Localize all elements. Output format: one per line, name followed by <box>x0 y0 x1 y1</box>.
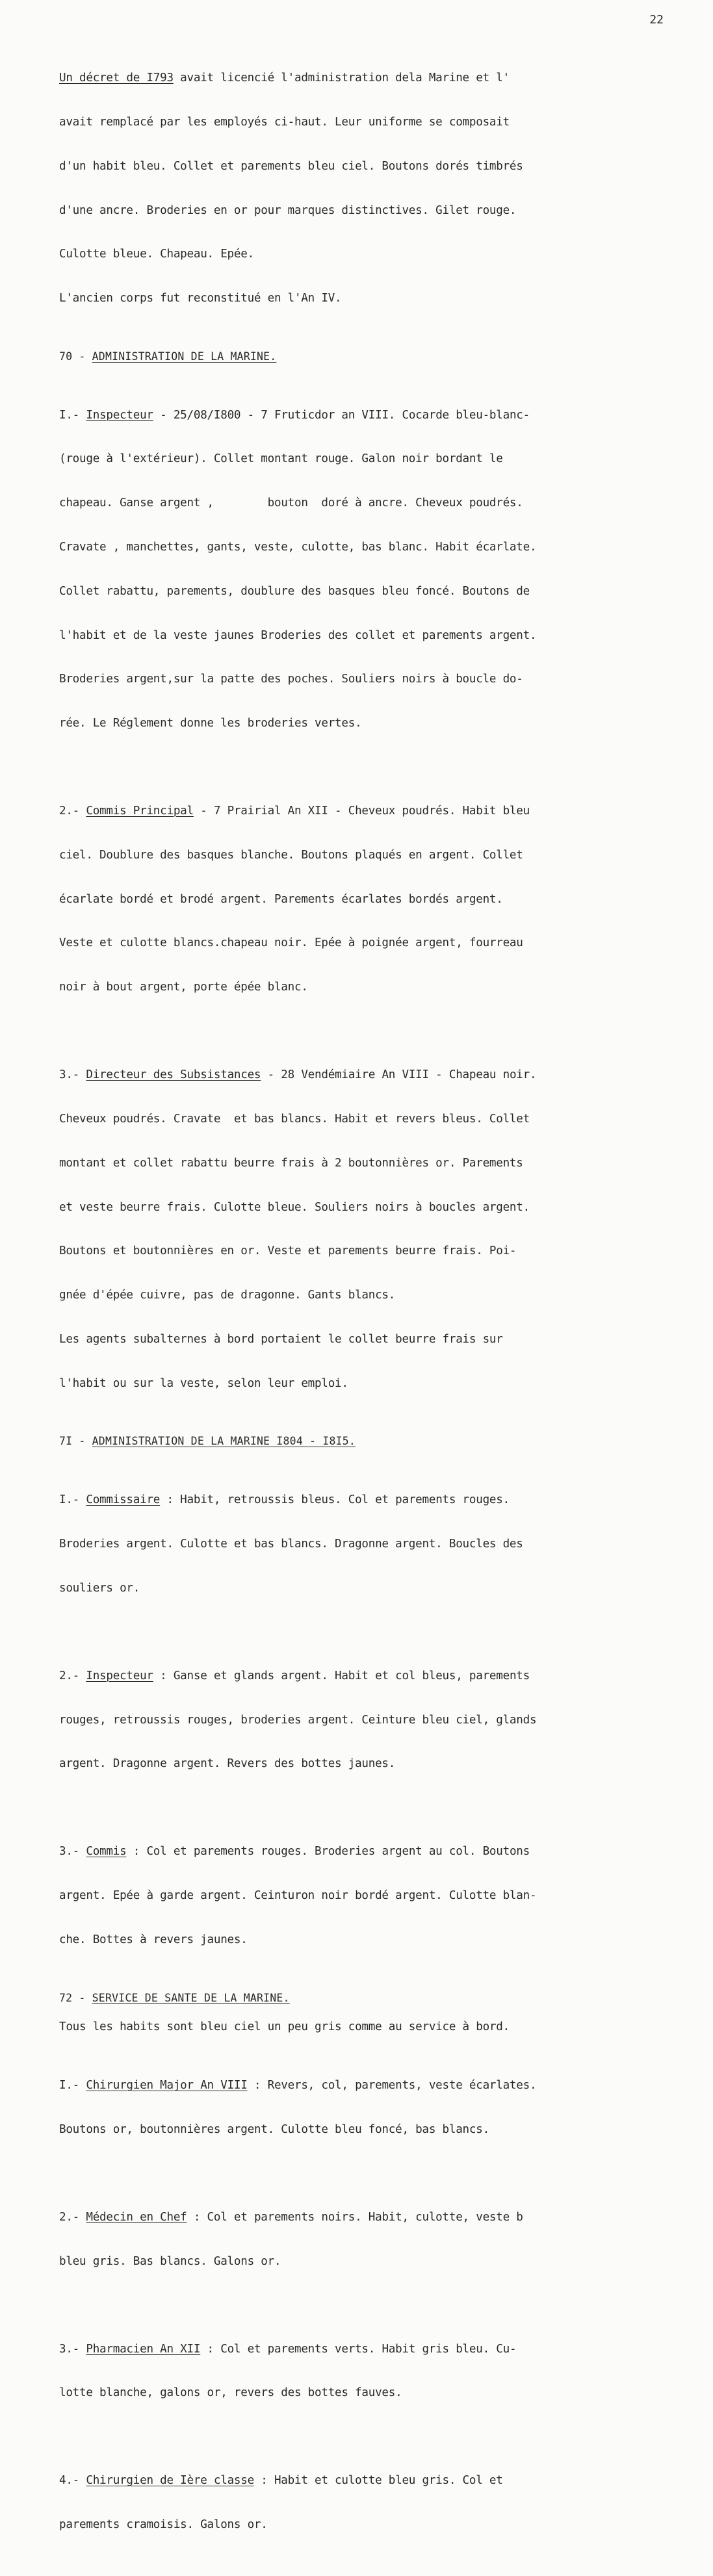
text-line: l'habit ou sur la veste, selon leur emploi. <box>59 1376 348 1390</box>
text-line: d'un habit bleu. Collet et parements bleu ciel. Boutons dorés timbrés <box>59 159 523 173</box>
text-line: che. Bottes à revers jaunes. <box>59 1933 248 1946</box>
document-body <box>59 42 703 2576</box>
entry-first-line: 4.- Chirurgien de Ière classe : Habit et culotte bleu gris. Col et <box>59 2474 503 2488</box>
entry-chirurgien-major <box>59 2049 703 2167</box>
text-line: Veste et culotte blancs.chapeau noir. Epée à poignée argent, fourreau <box>59 936 523 950</box>
entry-title: Directeur des Subsistances <box>86 1068 261 1082</box>
entry-first-line: 3.- Pharmacien An XII : Col et parements verts. Habit gris bleu. Cu- <box>59 2342 517 2356</box>
text-line: rée. Le Réglement donne les broderies vertes. <box>59 717 362 730</box>
text-line: Boutons or, boutonnières argent. Culotte bleu foncé, bas blancs. <box>59 2122 489 2136</box>
text-line: (rouge à l'extérieur). Collet montant rouge. Galon noir bordant le <box>59 452 503 466</box>
entry-first-line: 2.- Médecin en Chef : Col et parements noirs. Habit, culotte, veste b <box>59 2210 523 2224</box>
text-line: montant et collet rabattu beurre frais à 2 boutonnières or. Parements <box>59 1156 523 1170</box>
entry-first-line: 3.- Directeur des Subsistances - 28 Vendémiaire An VIII - Chapeau noir. <box>59 1068 537 1082</box>
text-line: Collet rabattu, parements, doublure des basques bleu foncé. Boutons de <box>59 584 530 598</box>
entry-first-line: 2.- Commis Principal - 7 Prairial An XII - Cheveux poudrés. Habit bleu <box>59 805 530 818</box>
underlined-phrase: Un décret de I793 <box>59 71 174 85</box>
text-line: Boutons et boutonnières en or. Veste et parements beurre frais. Poi- <box>59 1244 517 1258</box>
text-line: bleu gris. Bas blancs. Galons or. <box>59 2254 281 2268</box>
text-line: Culotte bleue. Chapeau. Epée. <box>59 248 254 261</box>
section-heading-70: 70 - ADMINISTRATION DE LA MARINE. <box>59 350 277 363</box>
entry-title: Inspecteur <box>86 1669 153 1682</box>
section-intro: Tous les habits sont bleu ciel un peu gris comme au service à bord. <box>59 2020 510 2034</box>
text-line: gnée d'épée cuivre, pas de dragonne. Gants blancs. <box>59 1289 396 1302</box>
entry-first-line: I.- Chirurgien Major An VIII : Revers, col, parements, veste écarlates. <box>59 2079 537 2092</box>
entry-commissaire <box>59 1463 703 1625</box>
text-line: Broderies argent,sur la patte des poches. Souliers noirs à boucle do- <box>59 673 523 686</box>
entry-medecin-en-chef <box>59 2181 703 2299</box>
text-line: chapeau. Ganse argent , bouton doré à ancre. Cheveux poudrés. <box>59 496 523 510</box>
entry-title: Pharmacien An XII <box>86 2342 201 2356</box>
intro-paragraph <box>59 42 703 335</box>
section-title: SERVICE DE SANTE DE LA MARINE. <box>92 1991 290 2004</box>
entry-inspecteur <box>59 378 703 760</box>
text-line: souliers or. <box>59 1581 140 1595</box>
text-line: argent. Epée à garde argent. Ceinturon noir bordé argent. Culotte blan- <box>59 1889 537 1903</box>
entry-pharmacien <box>59 2312 703 2430</box>
entry-title: Chirurgien de Ière classe <box>86 2474 254 2488</box>
text-line: Cravate , manchettes, gants, veste, culotte, bas blanc. Habit écarlate. <box>59 541 537 554</box>
entry-first-line: 3.- Commis : Col et parements rouges. Broderies argent au col. Boutons <box>59 1845 530 1859</box>
entry-title: Commis Principal <box>86 805 194 818</box>
entry-first-line: I.- Commissaire : Habit, retroussis bleus. Col et parements rouges. <box>59 1493 510 1507</box>
entry-title: Chirurgien Major An VIII <box>86 2079 248 2092</box>
entry-commis <box>59 1815 703 1977</box>
entry-first-line: 2.- Inspecteur : Ganse et glands argent. Habit et col bleus, parements <box>59 1669 530 1682</box>
page-number: 22 <box>649 13 664 27</box>
section-title: ADMINISTRATION DE LA MARINE I804 - I8I5. <box>92 1435 356 1448</box>
entry-title: Commis <box>86 1845 127 1859</box>
entry-directeur-subsistances <box>59 1038 703 1420</box>
entry-title: Commissaire <box>86 1493 161 1507</box>
text-line: ciel. Doublure des basques blanche. Boutons plaqués en argent. Collet <box>59 848 523 862</box>
entry-inspecteur-1804 <box>59 1640 703 1801</box>
text-line: lotte blanche, galons or, revers des bottes fauves. <box>59 2386 402 2400</box>
text-line: avait remplacé par les employés ci-haut. Leur uniforme se composait <box>59 115 510 129</box>
text-line: Cheveux poudrés. Cravate et bas blancs. Habit et revers bleus. Collet <box>59 1112 530 1126</box>
text-line: l'habit et de la veste jaunes Broderies des collet et parements argent. <box>59 628 537 642</box>
text-line: noir à bout argent, porte épée blanc. <box>59 981 308 994</box>
entry-first-line: I.- Inspecteur - 25/08/I800 - 7 Fruticdor an VIII. Cocarde bleu-blanc- <box>59 408 530 422</box>
entry-title: Inspecteur <box>86 408 153 422</box>
text-line: argent. Dragonne argent. Revers des bottes jaunes. <box>59 1757 396 1771</box>
text-line: Broderies argent. Culotte et bas blancs. Dragonne argent. Boucles des <box>59 1538 523 1551</box>
entry-title: Médecin en Chef <box>86 2210 187 2224</box>
section-heading-72: 72 - SERVICE DE SANTE DE LA MARINE. <box>59 1991 290 2004</box>
text-line: d'une ancre. Broderies en or pour marques distinctives. Gilet rouge. <box>59 203 517 217</box>
text-line: rouges, retroussis rouges, broderies argent. Ceinture bleu ciel, glands <box>59 1713 537 1727</box>
text-line: Un décret de I793 avait licencié l'administration dela Marine et l' <box>59 71 510 85</box>
section-title: ADMINISTRATION DE LA MARINE. <box>92 350 277 363</box>
text-line: Les agents subalternes à bord portaient le collet beurre frais sur <box>59 1332 503 1346</box>
section-heading-71: 7I - ADMINISTRATION DE LA MARINE I804 - I8I5. <box>59 1435 356 1448</box>
entry-commis-principal <box>59 775 703 1024</box>
text-line: L'ancien corps fut reconstitué en l'An IV. <box>59 292 342 305</box>
text-line: écarlate bordé et brodé argent. Parements écarlates bordés argent. <box>59 892 503 906</box>
entry-chirurgien-1ere-classe <box>59 2444 703 2562</box>
text-line: et veste beurre frais. Culotte bleue. Souliers noirs à boucles argent. <box>59 1200 530 1214</box>
text-line: parements cramoisis. Galons or. <box>59 2518 268 2532</box>
